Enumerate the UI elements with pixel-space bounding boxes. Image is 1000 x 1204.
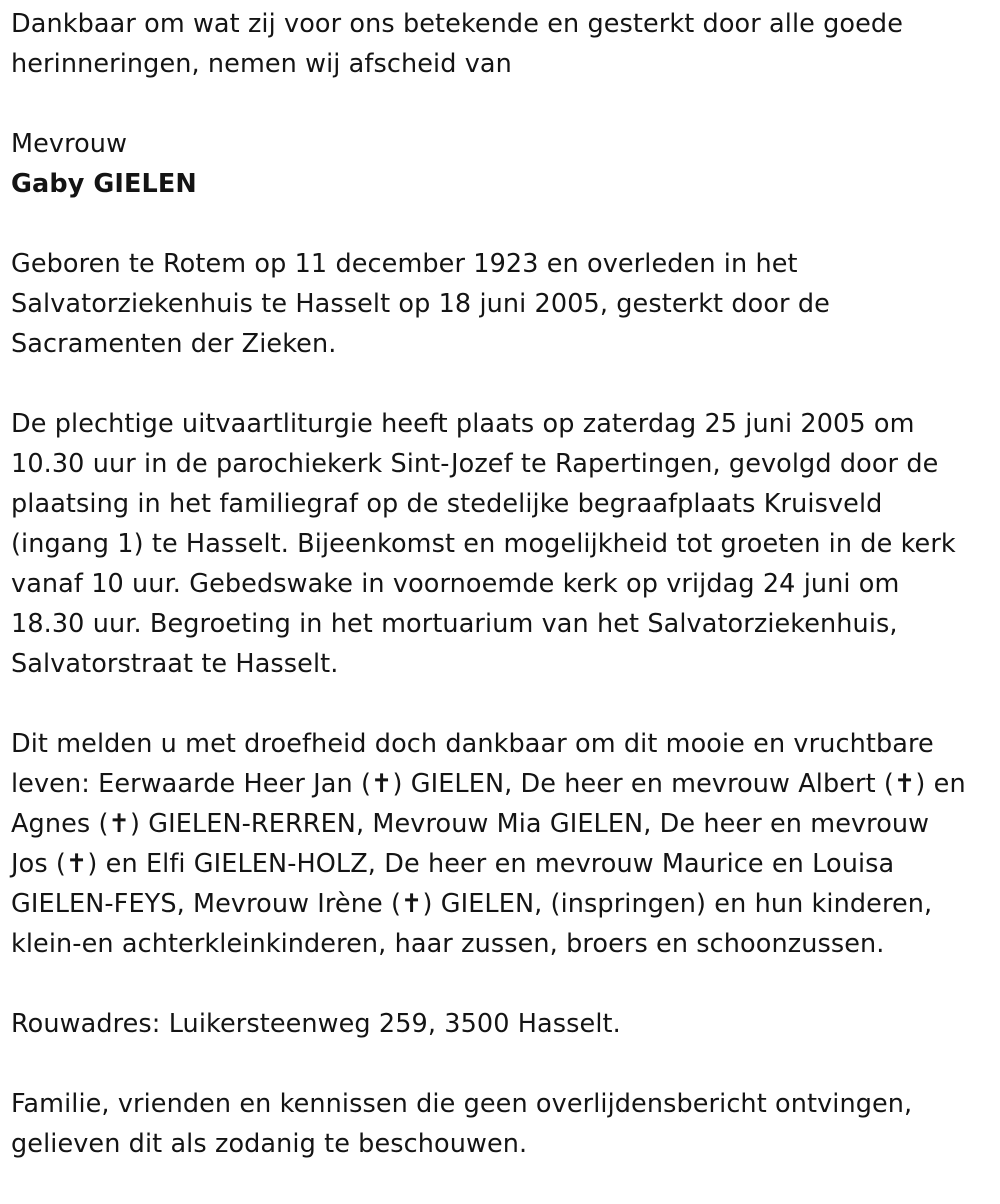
address-line: Rouwadres: Luikersteenweg 259, 3500 Hasselt. (11, 1009, 621, 1039)
family-paragraph (11, 724, 996, 964)
family-line: Jos (✝) en Elfi GIELEN-HOLZ, De heer en mevrouw Maurice en Louisa (11, 849, 895, 879)
funeral-line: plaatsing in het familiegraf op de stedelijke begraafplaats Kruisveld (11, 489, 883, 519)
family-line: klein-en achterkleinkinderen, haar zussen, broers en schoonzussen. (11, 929, 885, 959)
intro-line: Dankbaar om wat zij voor ons betekende en gesterkt door alle goede (11, 9, 903, 39)
family-line: GIELEN-FEYS, Mevrouw Irène (✝) GIELEN, (inspringen) en hun kinderen, (11, 889, 933, 919)
death-notice (11, 4, 996, 1204)
birth-death-line: Salvatorziekenhuis te Hasselt op 18 juni 2005, gesterkt door de (11, 289, 830, 319)
funeral-paragraph (11, 404, 996, 684)
salutation: Mevrouw (11, 129, 128, 159)
closing-line: Familie, vrienden en kennissen die geen overlijdensbericht ontvingen, (11, 1089, 913, 1119)
birth-death-line: Sacramenten der Zieken. (11, 329, 337, 359)
funeral-line: (ingang 1) te Hasselt. Bijeenkomst en mogelijkheid tot groeten in de kerk (11, 529, 956, 559)
funeral-line: De plechtige uitvaartliturgie heeft plaats op zaterdag 25 juni 2005 om (11, 409, 915, 439)
address-paragraph (11, 1004, 996, 1044)
funeral-line: 10.30 uur in de parochiekerk Sint-Jozef te Rapertingen, gevolgd door de (11, 449, 939, 479)
birth-death-paragraph (11, 244, 996, 364)
closing-paragraph (11, 1084, 996, 1164)
funeral-line: Salvatorstraat te Hasselt. (11, 649, 339, 679)
deceased-name: Gaby GIELEN (11, 169, 197, 199)
family-line: Dit melden u met droefheid doch dankbaar om dit mooie en vruchtbare (11, 729, 934, 759)
deceased-name-block (11, 124, 996, 204)
intro-line: herinneringen, nemen wij afscheid van (11, 49, 512, 79)
funeral-line: vanaf 10 uur. Gebedswake in voornoemde kerk op vrijdag 24 juni om (11, 569, 900, 599)
family-line: leven: Eerwaarde Heer Jan (✝) GIELEN, De heer en mevrouw Albert (✝) en (11, 769, 966, 799)
birth-death-line: Geboren te Rotem op 11 december 1923 en overleden in het (11, 249, 798, 279)
funeral-line: 18.30 uur. Begroeting in het mortuarium van het Salvatorziekenhuis, (11, 609, 898, 639)
intro-paragraph (11, 4, 996, 84)
family-line: Agnes (✝) GIELEN-RERREN, Mevrouw Mia GIELEN, De heer en mevrouw (11, 809, 930, 839)
closing-line: gelieven dit als zodanig te beschouwen. (11, 1129, 528, 1159)
